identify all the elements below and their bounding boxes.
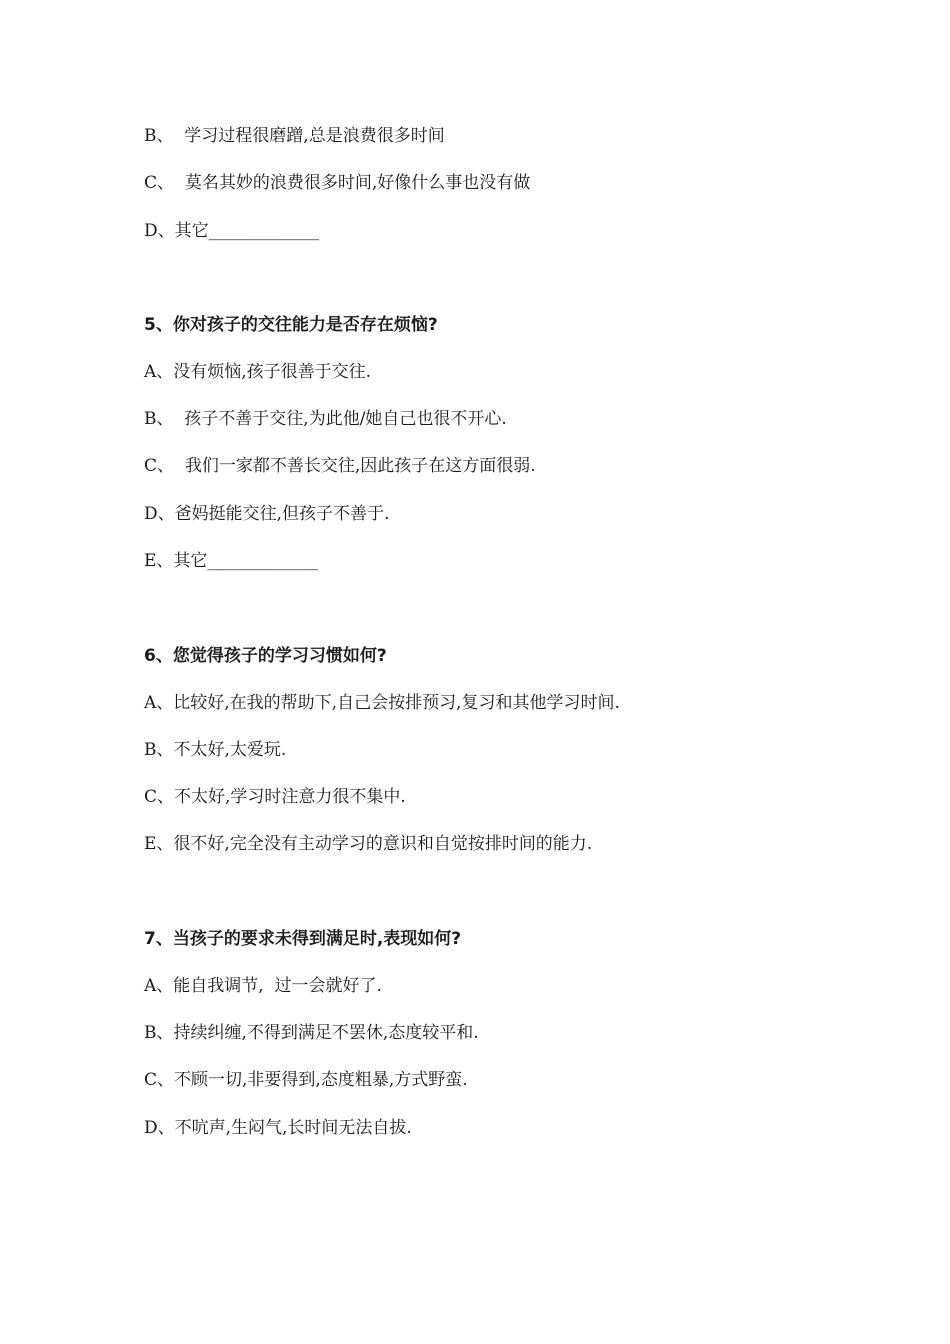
q5-option-c: C、 我们一家都不善长交往,因此孩子在这方面很弱. — [144, 456, 536, 476]
q6-option-b: B、不太好,太爱玩. — [144, 740, 287, 760]
q7-option-b: B、持续纠缠,不得到满足不罢休,态度较平和. — [144, 1023, 479, 1043]
q7-option-d: D、不吭声,生闷气,长时间无法自拔. — [144, 1118, 412, 1138]
q6-option-a: A、比较好,在我的帮助下,自己会按排预习,复习和其他学习时间. — [144, 693, 620, 713]
q7-option-a: A、能自我调节, 过一会就好了. — [144, 976, 382, 996]
q5-option-b: B、 孩子不善于交往,为此他/她自己也很不开心. — [144, 409, 507, 429]
q5-option-d: D、爸妈挺能交往,但孩子不善于. — [144, 504, 390, 524]
question-5-heading: 5、你对孩子的交往能力是否存在烦恼? — [144, 315, 438, 335]
q4-option-d: D、其它_____________ — [144, 221, 320, 241]
q6-option-e: E、很不好,完全没有主动学习的意识和自觉按排时间的能力. — [144, 834, 593, 854]
q6-option-c: C、不太好,学习时注意力很不集中. — [144, 787, 406, 807]
q7-option-c: C、不顾一切,非要得到,态度粗暴,方式野蛮. — [144, 1070, 468, 1090]
q4-option-c: C、 莫名其妙的浪费很多时间,好像什么事也没有做 — [144, 173, 531, 193]
q5-option-a: A、没有烦恼,孩子很善于交往. — [144, 362, 372, 382]
q4-option-b: B、 学习过程很磨蹭,总是浪费很多时间 — [144, 126, 445, 146]
question-7-heading: 7、当孩子的要求未得到满足时,表现如何? — [144, 929, 462, 949]
q5-option-e: E、其它_____________ — [144, 551, 318, 571]
question-6-heading: 6、您觉得孩子的学习习惯如何? — [144, 646, 387, 666]
